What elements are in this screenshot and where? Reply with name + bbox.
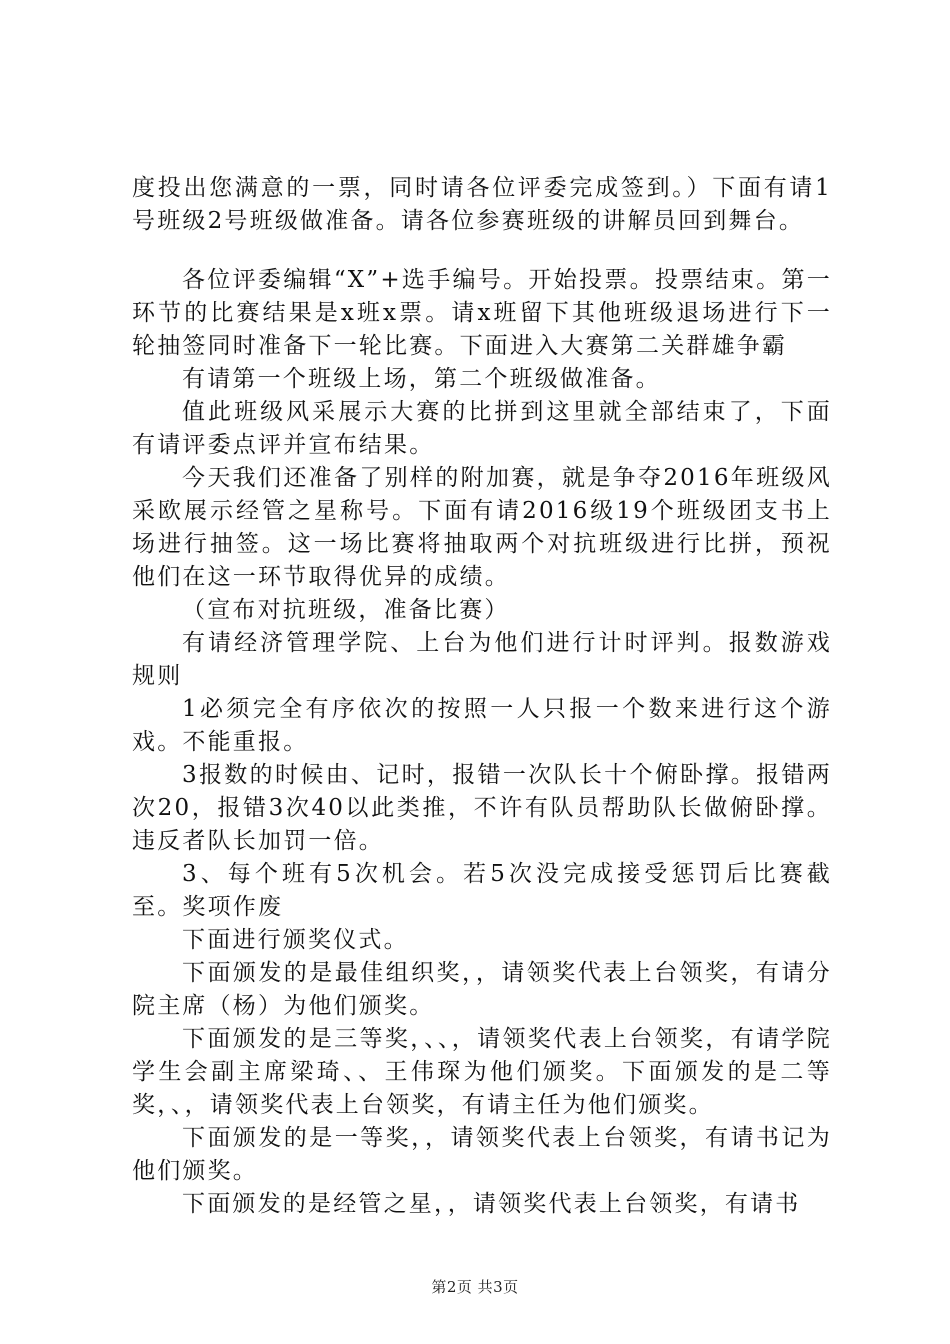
paragraph-gap — [132, 238, 832, 264]
paragraph-6: （宣布对抗班级，准备比赛） — [182, 597, 510, 623]
page-footer: 第2页 共3页 — [431, 1278, 519, 1296]
paragraph-7: 有请经济管理学院、上台为他们进行计时评判。报数游戏规则 — [132, 630, 832, 689]
document-body — [132, 172, 832, 1221]
paragraph-13: 下面颁发的是三等奖，、、，请领奖代表上台领奖，有请学院学生会副主席梁琦、、王伟琛为他们颁奖。下面颁发的是二等奖，、，请领奖代表上台领奖，有请主任为他们颁奖。 — [132, 1026, 832, 1118]
paragraph-1: 度投出您满意的一票，同时请各位评委完成签到。）下面有请1号班级2号班级做准备。请各位参赛班级的讲解员回到舞台。 — [132, 175, 832, 234]
paragraph-15: 下面颁发的是经管之星，，请领奖代表上台领奖，有请书 — [182, 1191, 801, 1217]
paragraph-4: 值此班级风采展示大赛的比拼到这里就全部结束了，下面有请评委点评并宣布结果。 — [132, 399, 832, 458]
paragraph-2: 各位评委编辑“X”+选手编号。开始投票。投票结束。第一环节的比赛结果是x班x票。请x班留下其他班级退场进行下一轮抽签同时准备下一轮比赛。下面进入大赛第二关群雄争霸 — [132, 267, 832, 359]
paragraph-10: 3、每个班有5次机会。若5次没完成接受惩罚后比赛截至。奖项作废 — [132, 861, 832, 920]
paragraph-5: 今天我们还准备了别样的附加赛，就是争夺2016年班级风采欧展示经管之星称号。下面有请2016级19个班级团支书上场进行抽签。这一场比赛将抽取两个对抗班级进行比拼，预祝他们在这一环节取得优异的成绩。 — [132, 465, 832, 590]
paragraph-3: 有请第一个班级上场，第二个班级做准备。 — [182, 366, 661, 392]
paragraph-11: 下面进行颁奖仪式。 — [182, 927, 409, 953]
paragraph-14: 下面颁发的是一等奖，，请领奖代表上台领奖，有请书记为他们颁奖。 — [132, 1125, 832, 1184]
paragraph-8: 1必须完全有序依次的按照一人只报一个数来进行这个游戏。不能重报。 — [132, 696, 832, 755]
paragraph-9: 3报数的时候由、记时，报错一次队长十个俯卧撑。报错两次20，报错3次40以此类推，不许有队员帮助队长做俯卧撑。违反者队长加罚一倍。 — [132, 762, 832, 854]
paragraph-12: 下面颁发的是最佳组织奖，，请领奖代表上台领奖，有请分院主席（杨）为他们颁奖。 — [132, 960, 832, 1019]
